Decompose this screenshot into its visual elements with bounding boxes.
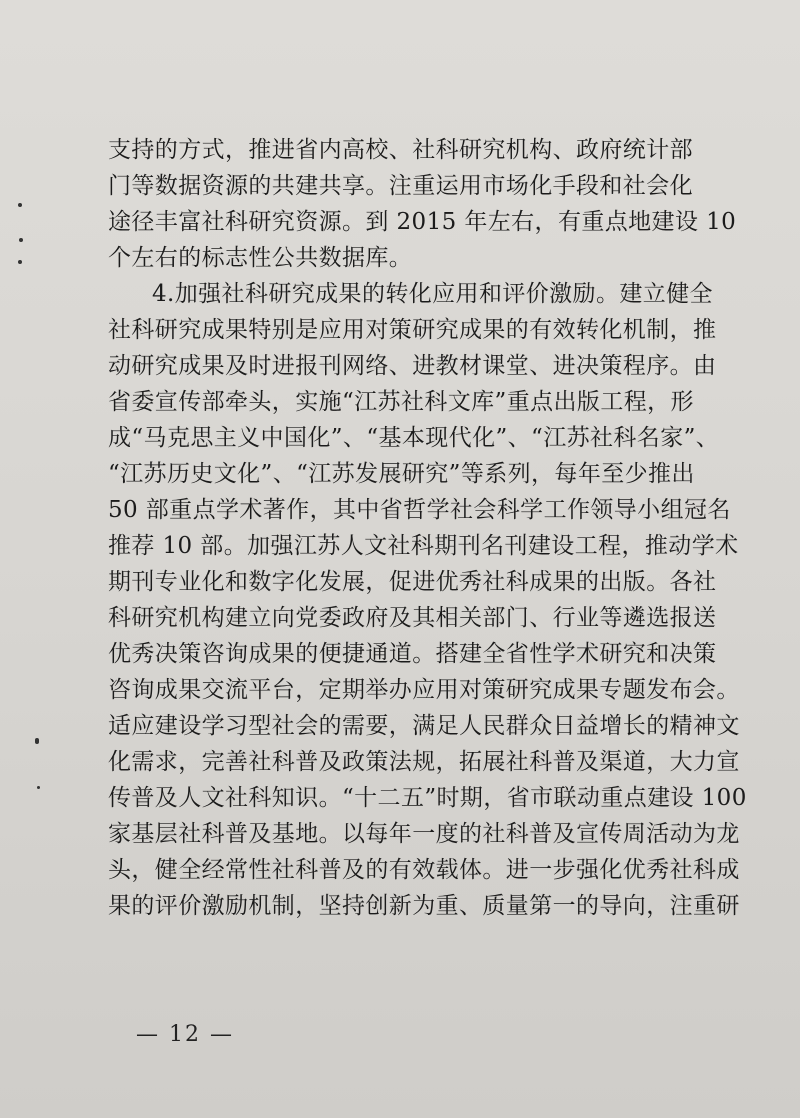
page-number: — 12 —: [136, 1022, 234, 1047]
margin-mark: [19, 238, 23, 242]
text-line: 动研究成果及时进报刊网络、进教材课堂、进决策程序。由: [108, 353, 717, 379]
text-line: 成“马克思主义中国化”、“基本现代化”、“江苏社科名家”、: [108, 425, 720, 451]
section-heading-line: 4.加强社科研究成果的转化应用和评价激励。建立健全: [152, 281, 713, 307]
text-line: “江苏历史文化”、“江苏发展研究”等系列，每年至少推出: [108, 461, 695, 487]
margin-mark: [18, 203, 22, 207]
text-line: 化需求，完善社科普及政策法规，拓展社科普及渠道，大力宣: [108, 749, 740, 775]
text-line: 咨询成果交流平台，定期举办应用对策研究成果专题发布会。: [108, 677, 740, 703]
text-line: 期刊专业化和数字化发展，促进优秀社科成果的出版。各社: [108, 569, 717, 595]
text-line: 科研究机构建立向党委政府及其相关部门、行业等遴选报送: [108, 605, 717, 631]
text-line: 优秀决策咨询成果的便捷通道。搭建全省性学术研究和决策: [108, 641, 717, 667]
text-line: 途径丰富社科研究资源。到 2015 年左右，有重点地建设 10: [108, 209, 737, 235]
text-line: 适应建设学习型社会的需要，满足人民群众日益增长的精神文: [108, 713, 740, 739]
text-line: 社科研究成果特别是应用对策研究成果的有效转化机制，推: [108, 317, 717, 343]
margin-mark: [35, 738, 39, 744]
body-text: [108, 132, 747, 924]
text-line: 果的评价激励机制，坚持创新为重、质量第一的导向，注重研: [108, 893, 740, 919]
text-line: 省委宣传部牵头，实施“江苏社科文库”重点出版工程，形: [108, 389, 694, 415]
text-line: 支持的方式，推进省内高校、社科研究机构、政府统计部: [108, 137, 693, 163]
margin-mark: [18, 260, 22, 264]
margin-mark: [37, 786, 40, 789]
text-line: 门等数据资源的共建共享。注重运用市场化手段和社会化: [108, 173, 693, 199]
text-line: 推荐 10 部。加强江苏人文社科期刊名刊建设工程，推动学术: [108, 533, 739, 559]
text-line: 头，健全经常性社科普及的有效载体。进一步强化优秀社科成: [108, 857, 740, 883]
text-line: 传普及人文社科知识。“十二五”时期，省市联动重点建设 100: [108, 785, 747, 811]
text-line: 家基层社科普及基地。以每年一度的社科普及宣传周活动为龙: [108, 821, 740, 847]
text-line: 50 部重点学术著作，其中省哲学社会科学工作领导小组冠名: [108, 497, 731, 523]
text-line: 个左右的标志性公共数据库。: [108, 245, 413, 271]
